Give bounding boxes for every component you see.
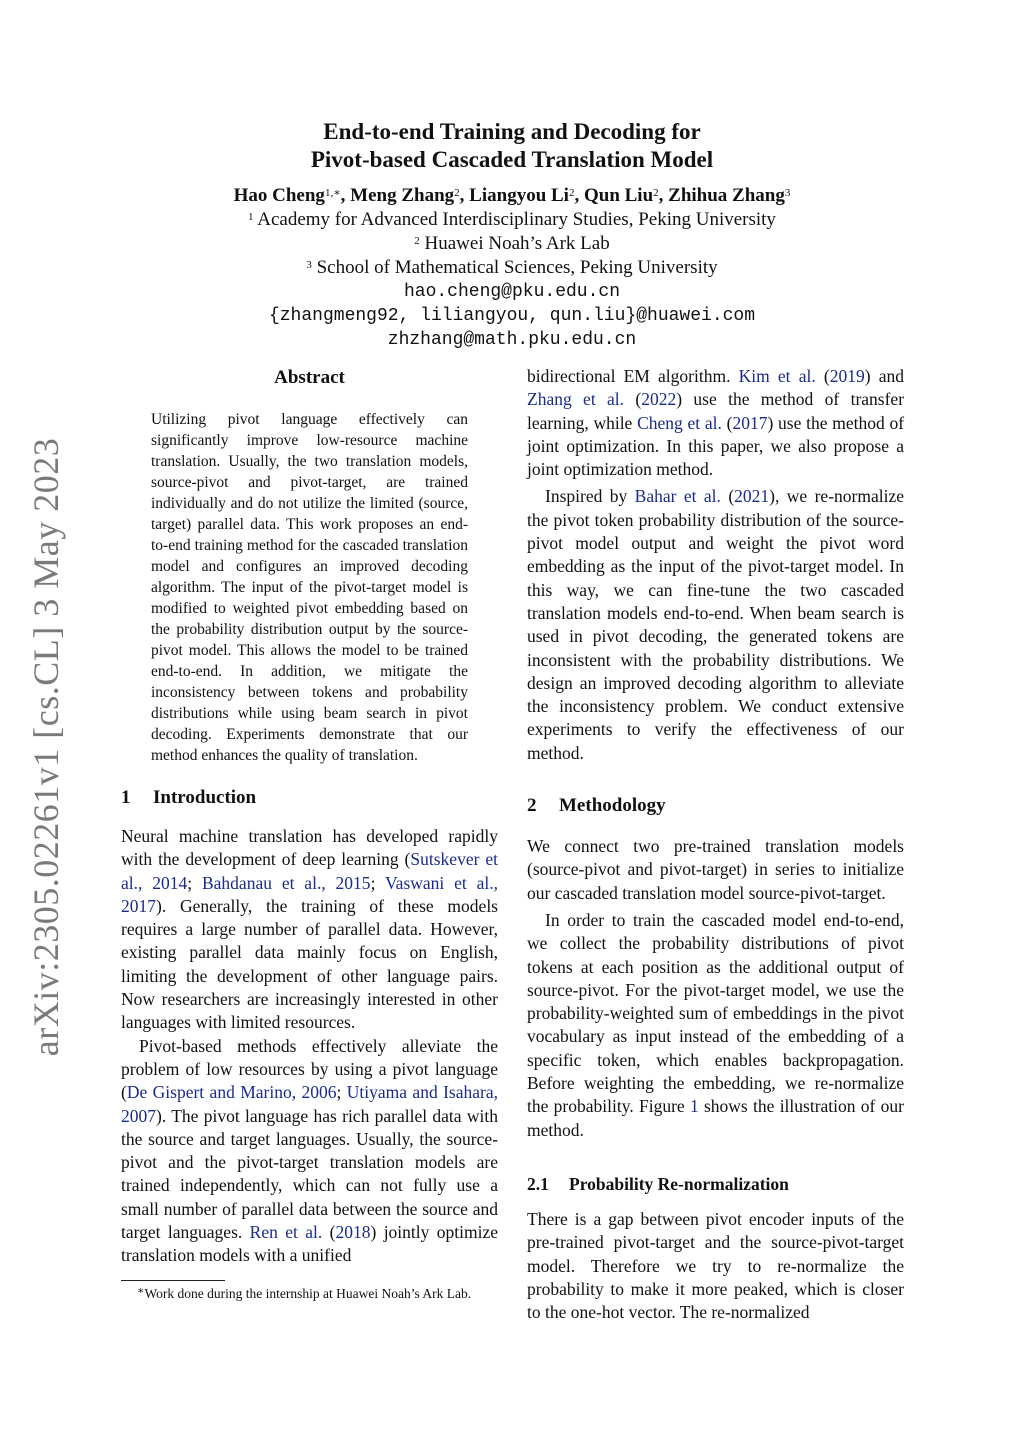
renorm-paragraph-1: There is a gap between pivot encoder inputs of the pre-trained pivot-target and the source-pivot-target model. Therefore we try to re-normalize the probability to make it more peaked, which is closer to the one-hot vector. The re-normalized xyxy=(527,1208,904,1323)
text-run: ( xyxy=(815,366,830,386)
author-separator: , xyxy=(658,185,669,206)
text-run: ) and xyxy=(864,366,904,386)
text-run: ; xyxy=(336,1082,347,1103)
subsection-heading-probability-renormalization xyxy=(527,1172,904,1196)
text-run: ( xyxy=(322,1222,336,1243)
affiliation-text: Academy for Advanced Interdisciplinary Studies, Peking University xyxy=(257,209,776,230)
footnote-mark: ∗ xyxy=(137,1284,145,1297)
text-run: ( xyxy=(624,389,642,410)
text-run: Neural machine translation has developed rapidly with the development of deep learning ( xyxy=(121,826,498,870)
section-number: 1 xyxy=(121,787,131,808)
affiliation-mark: 1 xyxy=(248,211,254,223)
author-list xyxy=(100,184,924,208)
citation-link[interactable]: Bahar et al. xyxy=(634,486,721,507)
author-affiliation-mark: 2 xyxy=(454,187,460,199)
citation-link[interactable]: 2017 xyxy=(732,412,768,433)
arxiv-identifier: arXiv:2305.02261v1 [cs.CL] 3 May 2023 xyxy=(26,437,66,1057)
figure-reference-link[interactable]: 1 xyxy=(689,1096,699,1117)
citation-link[interactable]: 2018 xyxy=(335,1222,371,1243)
text-run: Inspired by xyxy=(545,486,635,507)
author-name: Hao Cheng xyxy=(233,185,325,206)
title-line-2: Pivot-based Cascaded Translation Model xyxy=(310,147,714,172)
author-affiliation-mark: 2 xyxy=(568,187,575,199)
left-column xyxy=(121,365,498,1303)
text-run: ), we re-normalize the pivot token probability distribution of the source-pivot model output and weight the pivot word embedding as the input of the pivot-target model. In this way, we can fine-tune the two cascaded translation models end-to-end. When beam search is used in pivot decoding, the generated tokens are inconsistent with the probability distributions. We design an improved decoding algorithm to alleviate the inconsistency problem. We conduct extensive experiments to verify the effectiveness of our method. xyxy=(527,486,904,763)
affiliation xyxy=(100,208,924,232)
section-heading-methodology xyxy=(527,793,904,819)
text-run: ( xyxy=(720,486,735,507)
section-number: 2 xyxy=(527,795,537,817)
text-run: ). The pivot language has rich parallel data with the source and target languages. Usually, the source-pivot and the pivot-target translation models are trained independently, which can not fully use a small number of parallel data between the source and target languages. xyxy=(121,1105,498,1243)
text-run: ) use the method of joint optimization. In this paper, we also propose a joint optimization method. xyxy=(527,412,905,480)
affiliation-text: School of Mathematical Sciences, Peking University xyxy=(316,257,718,278)
subsection-title: Probability Re-normalization xyxy=(569,1173,789,1194)
footnote-rule xyxy=(121,1280,225,1281)
section-title: Methodology xyxy=(559,795,666,817)
abstract-body: Utilizing pivot language effectively can significantly improve low-resource machine translation. Usually, the two translation models, source-pivot and pivot-target, are trained individually and do not utilize the limited (source, target) parallel data. This work proposes an end-to-end training method for the cascaded translation model and configures an improved decoding algorithm. The input of the pivot-target model is modified to weighted pivot embedding based on the probability distribution output by the source-pivot model. This allows the model to be trained end-to-end. In addition, we mitigate the inconsistency between tokens and probability distributions while using beam search in pivot decoding. Experiments demonstrate that our method enhances the quality of translation. xyxy=(151,411,468,764)
text-run: In order to train the cascaded model end-to-end, we collect the probability distributions of pivot tokens at each position as the additional output of source-pivot. For the pivot-target model, we use the probability-weighted sum of embeddings in the pivot vocabulary as input instead of the embedding of a specific token, which enables backpropagation. Before weighting the embedding, we re-normalize the probability. Figure xyxy=(527,909,904,1117)
affiliation-mark: 2 xyxy=(414,235,420,247)
author-affiliation-mark: 2 xyxy=(653,187,659,199)
footnote xyxy=(121,1285,498,1303)
text-run: shows the illustration of our method. xyxy=(527,1096,904,1140)
affiliation xyxy=(100,256,924,280)
affiliation-text: Huawei Noah’s Ark Lab xyxy=(424,233,610,254)
citation-link[interactable]: Zhang et al. xyxy=(527,389,625,410)
citation-link[interactable]: Ren et al. xyxy=(249,1222,323,1243)
subsection-number: 2.1 xyxy=(527,1173,549,1194)
section-heading-introduction xyxy=(121,785,498,811)
author-name: Qun Liu xyxy=(583,185,654,206)
email-address: zhzhang@math.pku.edu.cn xyxy=(387,330,637,350)
citation-link[interactable]: Sutskever et al., 2014 xyxy=(121,849,498,893)
method-paragraph-2 xyxy=(527,909,904,1142)
footnote-text: Work done during the internship at Huawei Noah’s Ark Lab. xyxy=(144,1285,472,1301)
paper-title xyxy=(100,118,924,174)
arxiv-side-label xyxy=(16,437,76,1057)
affiliation xyxy=(100,232,924,256)
intro-paragraph-1 xyxy=(121,825,498,1035)
right-column xyxy=(527,365,904,1324)
author-affiliation-mark: 3 xyxy=(784,187,791,199)
text-run: ; xyxy=(370,872,385,893)
citation-link[interactable]: 2022 xyxy=(641,389,677,410)
right-paragraph-2 xyxy=(527,485,904,765)
text-run: bidirectional EM algorithm. xyxy=(527,366,739,386)
abstract-heading: Abstract xyxy=(274,367,345,388)
citation-link[interactable]: Kim et al. xyxy=(738,366,816,386)
method-paragraph-1: We connect two pre-trained translation models (source-pivot and pivot-target) in series to initialize our cascaded translation model source-pivot-target. xyxy=(527,836,904,903)
section-title: Introduction xyxy=(153,787,257,808)
author-separator: , xyxy=(340,185,351,206)
text-run: ) jointly optimize translation models with a unified xyxy=(121,1222,499,1266)
text-run: ( xyxy=(721,412,733,433)
author-separator: , xyxy=(459,185,470,206)
text-run: Pivot-based methods effectively alleviate the problem of low resources by using a pivot language ( xyxy=(121,1035,498,1103)
citation-link[interactable]: Bahdanau et al., 2015 xyxy=(201,872,371,893)
text-run: ; xyxy=(187,872,202,893)
citation-link[interactable]: Cheng et al. xyxy=(637,412,722,433)
title-line-1: End-to-end Training and Decoding for xyxy=(323,119,701,144)
author-name: Meng Zhang xyxy=(350,185,455,206)
text-run: ) use the method of transfer learning, while xyxy=(527,389,905,433)
email-address: {zhangmeng92, liliangyou, qun.liu}@huawei.com xyxy=(268,306,756,326)
citation-link[interactable]: Utiyama and Isahara, 2007 xyxy=(121,1082,498,1126)
author-affiliation-mark: 1,∗ xyxy=(324,187,341,199)
affiliation-mark: 3 xyxy=(306,259,312,271)
right-paragraph-1 xyxy=(527,365,904,481)
author-separator: , xyxy=(574,185,584,206)
citation-link[interactable]: 2019 xyxy=(829,366,865,386)
text-run: ). Generally, the training of these models requires a large number of parallel data. However, existing parallel data mainly focus on English, limiting the development of other language pairs. Now researchers are increasingly interested in other languages with limited resources. xyxy=(121,895,498,1033)
paper-header xyxy=(100,118,924,352)
citation-link[interactable]: De Gispert and Marino, 2006 xyxy=(126,1082,337,1103)
citation-link[interactable]: Vaswani et al., 2017 xyxy=(121,872,499,916)
author-name: Liangyou Li xyxy=(469,185,569,206)
author-name: Zhihua Zhang xyxy=(668,185,785,206)
citation-link[interactable]: 2021 xyxy=(734,486,770,507)
intro-paragraph-2 xyxy=(121,1035,498,1268)
email-address: hao.cheng@pku.edu.cn xyxy=(403,282,621,302)
